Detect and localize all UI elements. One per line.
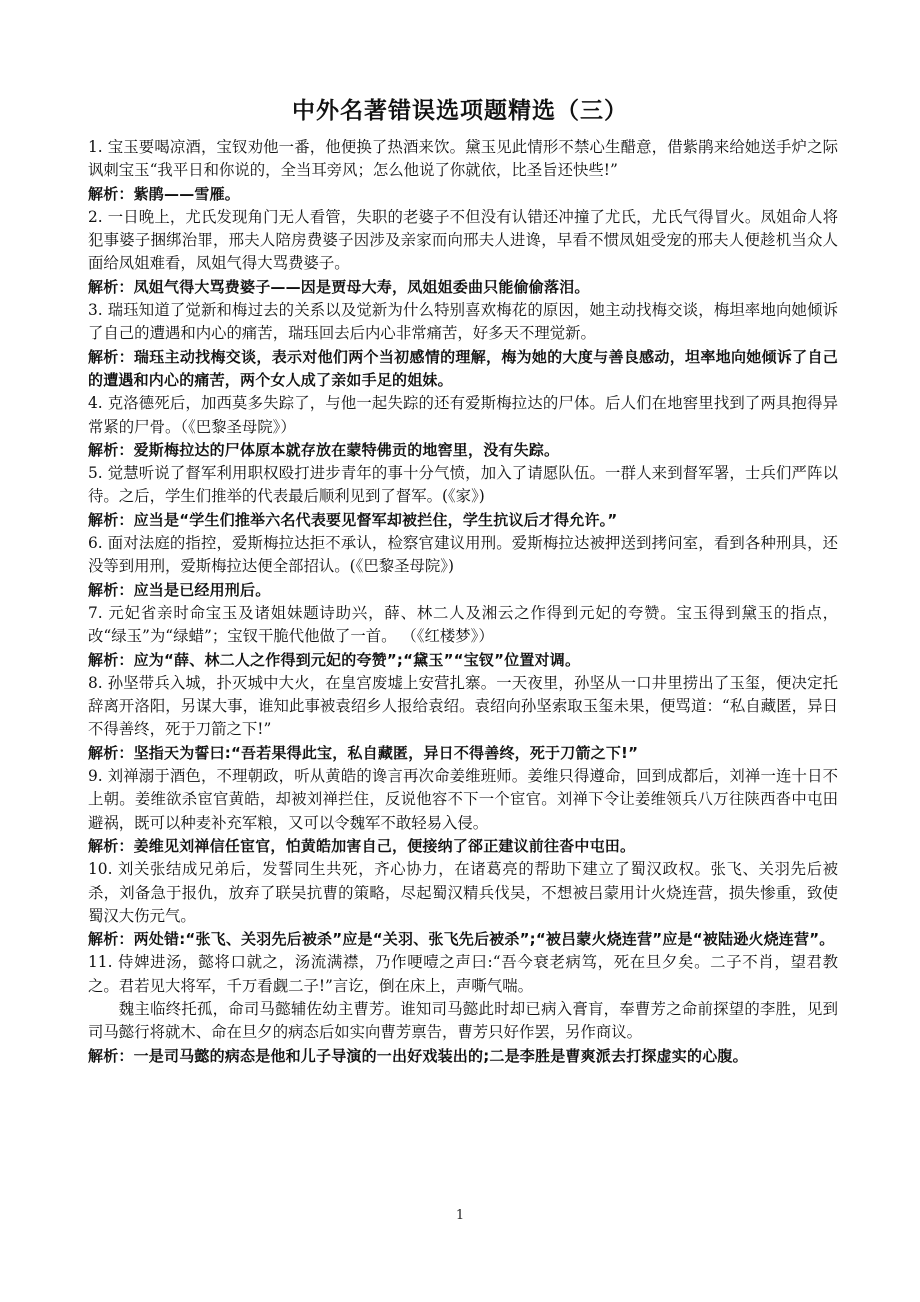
question-text: 9. 刘禅溺于酒色，不理朝政，听从黄皓的谗言再次命姜维班师。姜维只得遵命，回到成都后，刘禅一连十日不上朝。姜维欲杀宦官黄皓，却被刘禅拦住，反说他容不下一个宦官。刘禅下令让姜维领兵八万往陕西沓中屯田避祸，既可以种麦补充军粮，又可以令魏军不敢轻易入侵。 bbox=[88, 767, 838, 832]
question-list bbox=[88, 136, 838, 1068]
analysis-text: 解析：爱斯梅拉达的尸体原本就存放在蒙特佛贡的地窖里，没有失踪。 bbox=[88, 440, 560, 459]
question-text: 3. 瑞珏知道了觉新和梅过去的关系以及觉新为什么特别喜欢梅花的原因，她主动找梅交谈，梅坦率地向她倾诉了自己的遭遇和内心的痛苦，瑞珏回去后内心非常痛苦，好多天不理觉新。 bbox=[88, 301, 838, 343]
analysis-text: 解析：瑞珏主动找梅交谈，表示对他们两个当初感情的理解，梅为她的大度与善良感动，坦率地向她倾诉了自己的遭遇和内心的痛苦，两个女人成了亲如手足的姐妹。 bbox=[88, 347, 838, 389]
analysis-text: 解析：坚指天为誓曰:“吾若果得此宝，私自藏匿，异日不得善终，死于刀箭之下!” bbox=[88, 743, 639, 762]
question-text: 11. 侍婢进汤，懿将口就之，汤流满襟，乃作哽噎之声曰:“吾今衰老病笃，死在旦夕矣。二子不肖，望君教之。君若见大将军，千万看觑二子!”言讫，倒在床上，声嘶气喘。 bbox=[88, 953, 838, 995]
analysis-text: 解析：两处错:“张飞、关羽先后被杀”应是“关羽、张飞先后被杀”;“被吕蒙火烧连营”应是“被陆逊火烧连营”。 bbox=[88, 930, 835, 949]
question-text: 8. 孙坚带兵入城，扑灭城中大火，在皇宫废墟上安营扎寨。一天夜里，孙坚从一口井里捞出了玉玺，便决定托辞离开洛阳，另谋大事，谁知此事被袁绍乡人报给袁绍。袁绍向孙坚索取玉玺未果，便骂道：“私自藏匿，异日不得善终，死于刀箭之下!” bbox=[88, 673, 838, 739]
analysis-text: 解析：一是司马懿的病态是他和儿子导演的一出好戏装出的;二是李胜是曹爽派去打探虚实的心腹。 bbox=[88, 1046, 748, 1065]
question-text: 7. 元妃省亲时命宝玉及诸姐妹题诗助兴，薛、林二人及湘云之作得到元妃的夸赞。宝玉得到黛玉的指点，改“绿玉”为“绿蜡”；宝钗干脆代他做了一首。 （《红楼梦》） bbox=[88, 603, 838, 646]
analysis-text: 解析：应当是“学生们推举六名代表要见督军却被拦住，学生抗议后才得允许。” bbox=[88, 510, 618, 529]
question-text: 1. 宝玉要喝凉酒，宝钗劝他一番，他便换了热酒来饮。黛玉见此情形不禁心生醋意，借紫鹃来给她送手炉之际讽刺宝玉“我平日和你说的，全当耳旁风；怎么他说了你就依，比圣旨还快些!” bbox=[88, 138, 838, 180]
page-number: 1 bbox=[455, 1208, 465, 1223]
analysis-text: 解析：应为“薛、林二人之作得到元妃的夸赞”;“黛玉”“宝钗”位置对调。 bbox=[88, 650, 581, 669]
analysis-text: 解析：姜维见刘禅信任宦官，怕黄皓加害自己，便接纳了郤正建议前往沓中屯田。 bbox=[88, 836, 636, 855]
analysis-text: 解析：凤姐气得大骂费婆子——因是贾母大寿，凤姐姐委曲只能偷偷落泪。 bbox=[88, 277, 590, 296]
page-title: 中外名著错误选项题精选（三） bbox=[292, 98, 628, 124]
question-text: 4. 克洛德死后，加西莫多失踪了，与他一起失踪的还有爱斯梅拉达的尸体。后人们在地窖里找到了两具抱得异常紧的尸骨。（《巴黎圣母院》） bbox=[88, 394, 838, 436]
question-text: 10. 刘关张结成兄弟后，发誓同生共死，齐心协力，在诸葛亮的帮助下建立了蜀汉政权。张飞、关羽先后被杀，刘备急于报仇，放弃了联吴抗曹的策略，尽起蜀汉精兵伐吴，不想被吕蒙用计火烧连营，损失惨重，致使蜀汉大伤元气。 bbox=[88, 860, 838, 925]
question-text: 2. 一日晚上，尤氏发现角门无人看管，失职的老婆子不但没有认错还冲撞了尤氏，尤氏气得冒火。凤姐命人将犯事婆子捆绑治罪，邢夫人陪房费婆子因涉及亲家而向邢夫人进谗，早看不惯凤姐受宠的邢夫人便趁机当众人面给凤姐难看，凤姐气得大骂费婆子。 bbox=[88, 207, 838, 273]
analysis-text: 解析：应当是已经用刑后。 bbox=[88, 580, 271, 599]
question-continuation: 魏主临终托孤，命司马懿辅佐幼主曹芳。谁知司马懿此时却已病入膏肓，奉曹芳之命前探望的李胜，见到司马懿行将就木、命在旦夕的病态后如实向曹芳禀告，曹芳只好作罢，另作商议。 bbox=[88, 999, 838, 1042]
analysis-text: 解析：紫鹃——雪雁。 bbox=[88, 184, 241, 203]
question-text: 5. 觉慧听说了督军利用职权殴打进步青年的事十分气愤，加入了请愿队伍。一群人来到督军署，士兵们严阵以待。之后，学生们推举的代表最后顺利见到了督军。(《家》) bbox=[88, 464, 838, 506]
question-text: 6. 面对法庭的指控，爱斯梅拉达拒不承认，检察官建议用刑。爱斯梅拉达被押送到拷问室，看到各种刑具，还没等到用刑，爱斯梅拉达便全部招认。(《巴黎圣母院》) bbox=[88, 534, 838, 576]
